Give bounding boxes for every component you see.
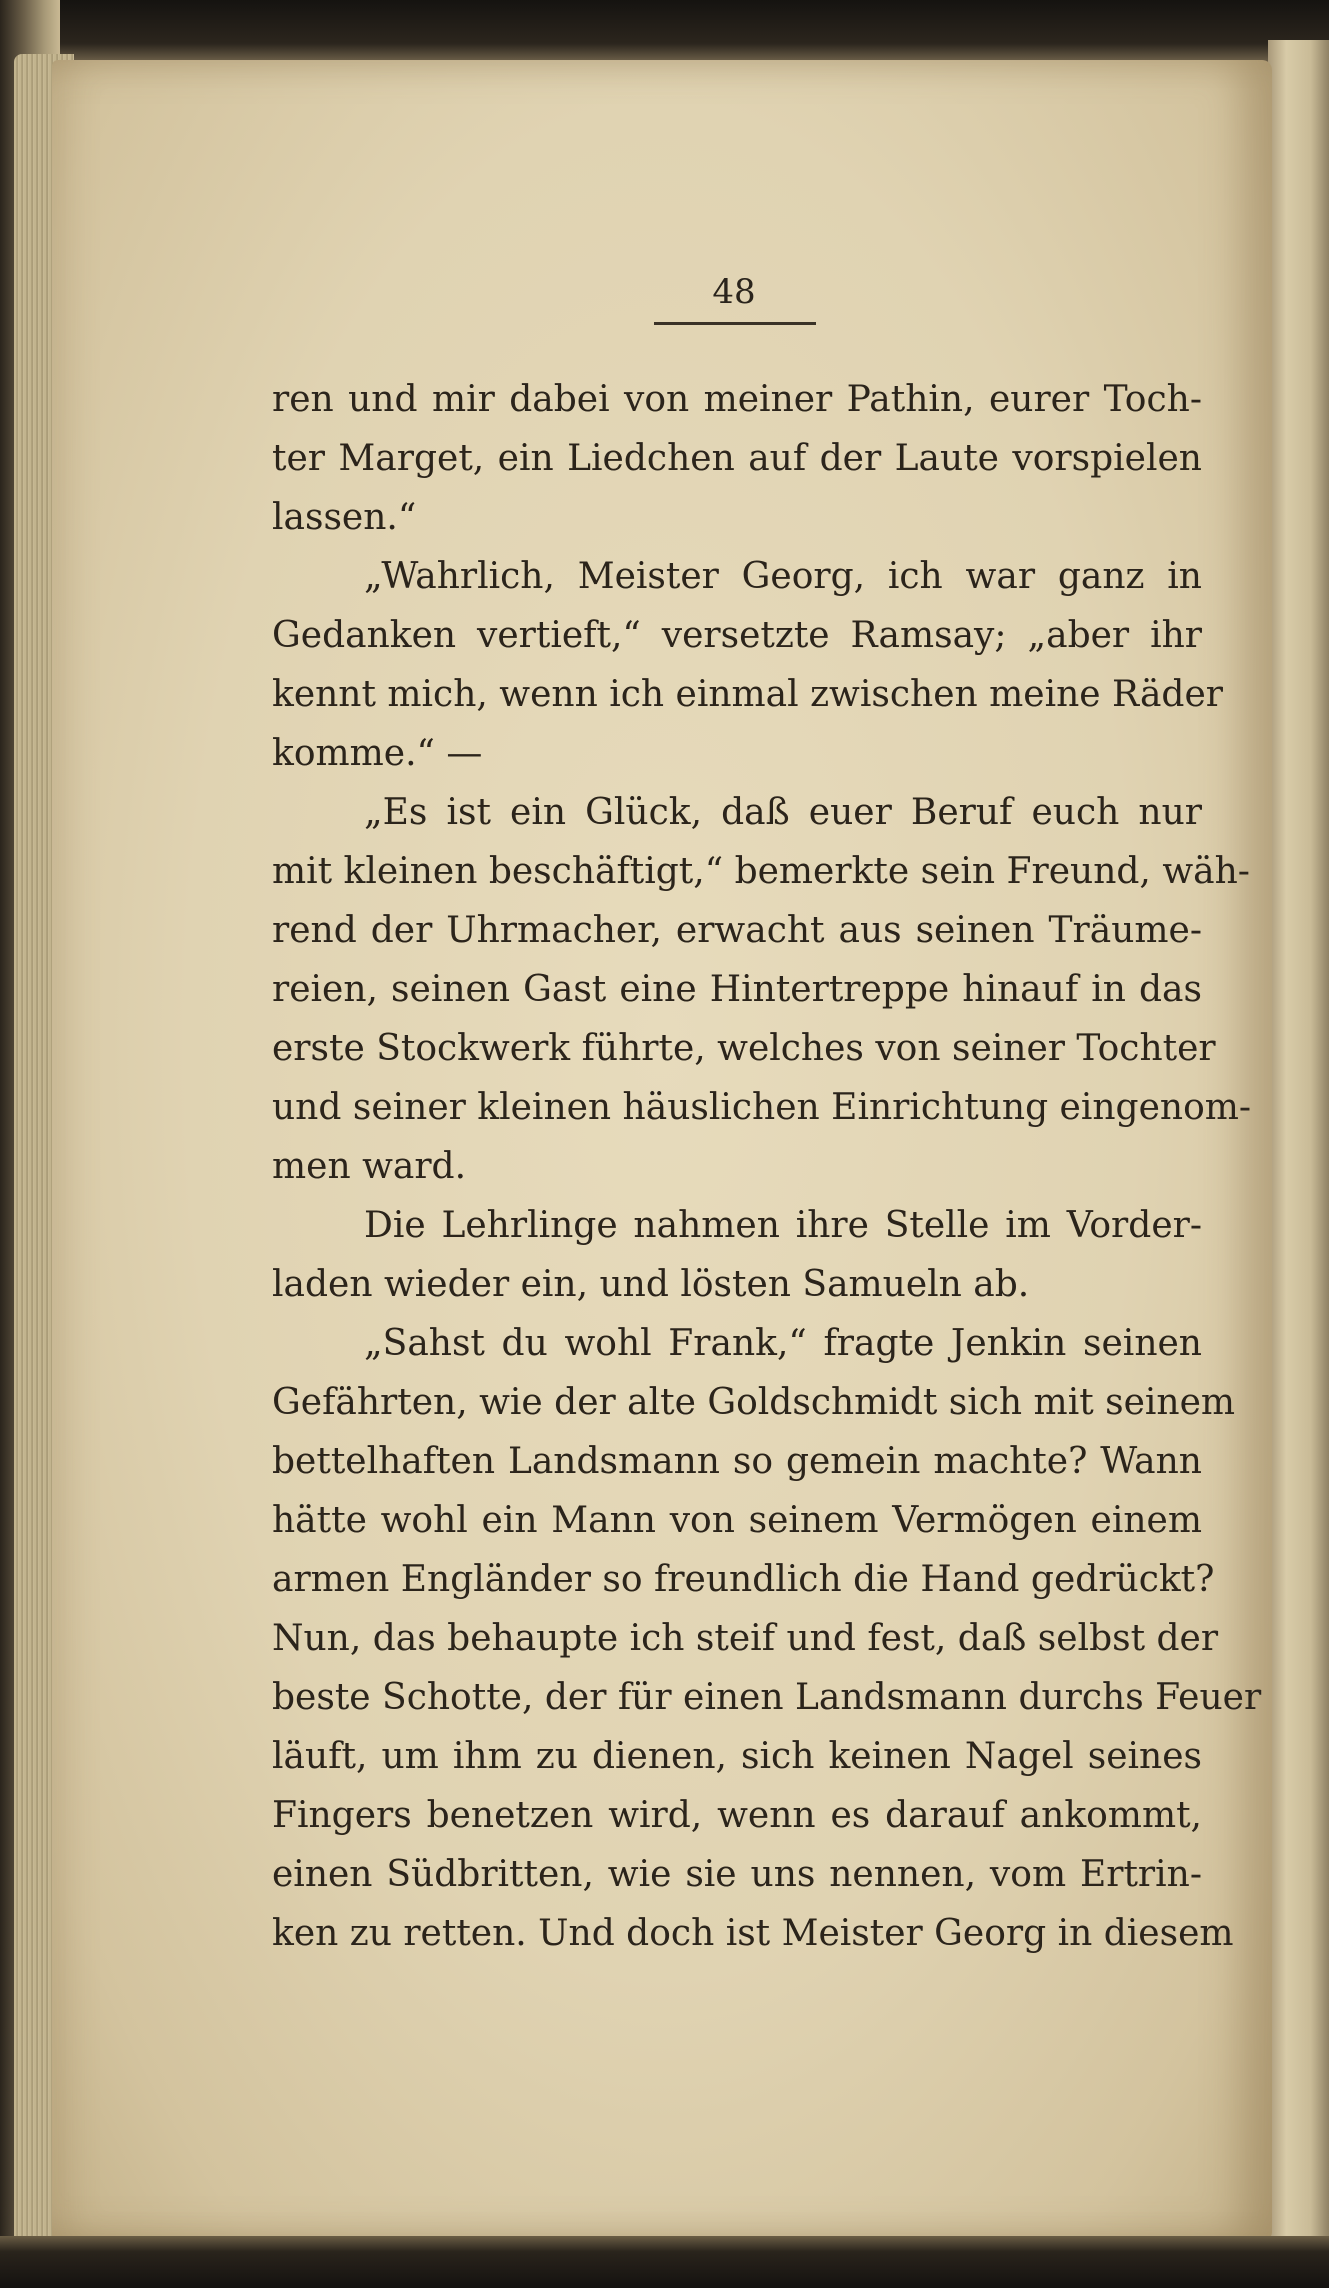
text-line: hätte wohl ein Mann von seinem Vermögen einem [272,1500,1202,1541]
text-line: „Es ist ein Glück, daß euer Beruf euch nur [364,792,1202,833]
text-line: laden wieder ein, und lösten Samueln ab. [272,1264,1030,1305]
text-line: reien, seinen Gast eine Hintertreppe hinauf in das [272,969,1202,1010]
text-line: Gedanken vertieft,“ versetzte Ramsay; „aber ihr [272,615,1202,656]
text-line: ren und mir dabei von meiner Pathin, eurer Toch- [272,379,1202,420]
text-line: Fingers benetzen wird, wenn es darauf ankommt, [272,1795,1202,1836]
right-page-edge [1268,40,1329,2260]
text-line: komme.“ — [272,733,483,774]
top-binding [0,0,1329,62]
text-line: lassen.“ [272,497,417,538]
page-number-rule [654,322,816,325]
text-line: einen Südbritten, wie sie uns nennen, vom Ertrin- [272,1854,1202,1895]
text-line: Nun, das behaupte ich steif und fest, daß selbst der [272,1618,1219,1659]
text-line: „Wahrlich, Meister Georg, ich war ganz in [364,556,1202,597]
text-line: und seiner kleinen häuslichen Einrichtung eingenom- [272,1087,1252,1128]
text-line: bettelhaften Landsmann so gemein machte? Wann [272,1441,1202,1482]
bottom-binding [0,2236,1329,2288]
text-line: ter Marget, ein Liedchen auf der Laute vorspielen [272,438,1202,479]
text-line: „Sahst du wohl Frank,“ fragte Jenkin seinen [364,1323,1202,1364]
text-line: rend der Uhrmacher, erwacht aus seinen Träume- [272,910,1202,951]
text-line: erste Stockwerk führte, welches von seiner Tochter [272,1028,1216,1069]
text-line: armen Engländer so freundlich die Hand gedrückt? [272,1559,1215,1600]
page-number: 48 [712,272,756,312]
text-line: kennt mich, wenn ich einmal zwischen meine Räder [272,674,1223,715]
text-line: beste Schotte, der für einen Landsmann durchs Feuer [272,1677,1262,1718]
text-line: men ward. [272,1146,467,1187]
body-text [272,370,1262,1963]
text-line: mit kleinen beschäftigt,“ bemerkte sein Freund, wäh- [272,851,1250,892]
text-line: läuft, um ihm zu dienen, sich keinen Nagel seines [272,1736,1202,1777]
text-line: Gefährten, wie der alte Goldschmidt sich mit seinem [272,1382,1236,1423]
text-line: ken zu retten. Und doch ist Meister Georg in diesem [272,1913,1234,1954]
text-line: Die Lehrlinge nahmen ihre Stelle im Vorder- [364,1205,1202,1246]
